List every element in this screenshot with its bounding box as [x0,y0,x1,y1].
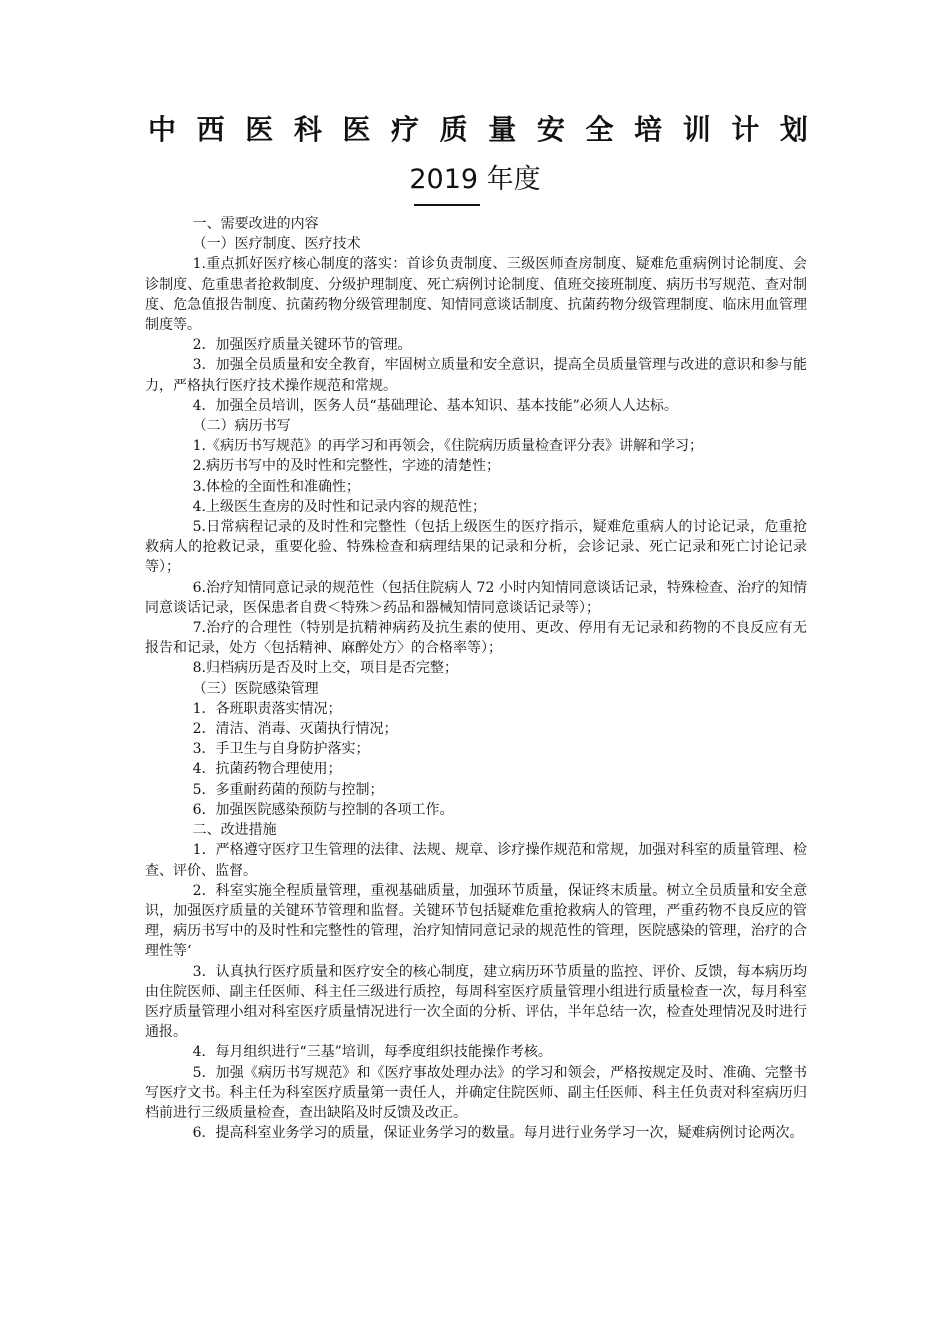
section-heading: 二、改进措施 [192,822,277,839]
paragraph: 5．多重耐药菌的预防与控制； [192,781,384,798]
title-char: 医 [342,113,371,146]
paragraph: 6．加强医院感染预防与控制的各项工作。 [192,801,454,818]
paragraph: 3．手卫生与自身防护落实； [192,741,370,758]
title-char: 划 [779,113,808,146]
paragraph: 5.日常病程记录的及时性和完整性（包括上级医生的医疗指示，疑难危重病人的讨论记录，危重抢救病人的抢救记录，重要化验、特殊检查和病理结果的记录和分析，会诊记录、死亡记录和死亡讨论记录等）； [145,519,807,576]
title-char: 安 [536,113,565,146]
year-subtitle: 2019 年度 [409,164,541,195]
paragraph: 3.体检的全面性和准确性； [192,478,360,495]
paragraph: 6．提高科室业务学习的质量，保证业务学习的数量。每月进行业务学习一次，疑难病例讨论两次。 [192,1125,804,1142]
subsection-heading: （二）病历书写 [192,418,291,435]
paragraph: 7.治疗的合理性（特别是抗精神病药及抗生素的使用、更改、停用有无记录和药物的不良反应有无报告和记录，处方〈包括精神、麻醉处方〉的合格率等）； [145,620,807,657]
paragraph: 6.治疗知情同意记录的规范性（包括住院病人 72 小时内知情同意谈话记录，特殊检查、治疗的知情同意谈话记录，医保患者自费＜特殊＞药品和器械知情同意谈话记录等）； [145,579,807,616]
paragraph: 2．科室实施全程质量管理，重视基础质量，加强环节质量，保证终末质量。树立全员质量和安全意识，加强医疗质量的关键环节管理和监督。关键环节包括疑难危重抢救病人的管理，严重药物不良反应的管理，病历书写中的及时性和完整性的管理，治疗知情同意记录的规范性的管理，医院感染的管理，治疗的合理性等‘ [145,882,807,960]
title-char: 计 [731,113,760,146]
title-char: 西 [196,113,225,146]
title-char: 全 [585,113,614,146]
paragraph: 5．加强《病历书写规范》和《医疗事故处理办法》的学习和领会，严格按规定及时、准确、完整书写医疗文书。科主任为科室医疗质量第一责任人，并确定住院医师、副主任医师、科主任负责对科室病历归档前进行三级质量检查，查出缺陷及时反馈及改正。 [145,1064,807,1121]
subsection-heading: （三）医院感染管理 [192,680,319,697]
title-char: 医 [245,113,274,146]
title-char: 培 [634,113,663,146]
paragraph: 1．各班职责落实情况； [192,700,342,717]
paragraph: 3．加强全员质量和安全教育，牢固树立质量和安全意识，提高全员质量管理与改进的意识和参与能力，严格执行医疗技术操作规范和常规。 [145,357,807,394]
section-heading: 一、需要改进的内容 [192,216,319,232]
title-char: 训 [682,113,711,146]
paragraph: 8.归档病历是否及时上交，项目是否完整； [192,660,458,677]
subsection-heading: （一）医疗制度、医疗技术 [192,236,361,253]
title-char: 质 [439,113,468,146]
title-char: 量 [488,113,517,146]
paragraph: 1．严格遵守医疗卫生管理的法律、法规、规章、诊疗操作规范和常规，加强对科室的质量管理、检查、评价、监督。 [145,842,807,879]
paragraph: 4．抗菌药物合理使用； [192,761,342,778]
title-char: 疗 [391,113,420,146]
title-char: 科 [293,113,322,146]
paragraph: 4．每月组织进行“三基”培训，每季度组织技能操作考核。 [192,1044,552,1061]
paragraph: 2．清洁、消毒、灭菌执行情况； [192,721,398,738]
paragraph: 4．加强全员培训，医务人员“基础理论、基本知识、基本技能”必须人人达标。 [192,397,678,414]
document-body [145,214,807,1143]
paragraph: 3．认真执行医疗质量和医疗安全的核心制度，建立病历环节质量的监控、评价、反馈，每本病历均由住院医师、副主任医师、科主任三级进行质控，每周科室医疗质量管理小组进行质量检查一次，每月科室医疗质量管理小组对科室医疗质量情况进行一次全面的分析、评估，半年总结一次，检查处理情况及时进行通报。 [145,963,807,1041]
paragraph: 1.重点抓好医疗核心制度的落实：首诊负责制度、三级医师查房制度、疑难危重病例讨论制度、会诊制度、危重患者抢救制度、分级护理制度、死亡病例讨论制度、值班交接班制度、病历书写规范、查对制度、危急值报告制度、抗菌药物分级管理制度、知情同意谈话制度、抗菌药物分级管理制度、临床用血管理制度等。 [145,256,807,334]
paragraph: 2．加强医疗质量关键环节的管理。 [192,337,412,354]
subtitle-underline [414,204,480,206]
title-char: 中 [148,113,177,146]
document-title [148,112,808,148]
paragraph: 2.病历书写中的及时性和完整性，字迹的清楚性； [192,458,500,475]
paragraph: 1.《病历书写规范》的再学习和再领会，《住院病历质量检查评分表》讲解和学习； [192,438,703,455]
paragraph: 4.上级医生查房的及时性和记录内容的规范性； [192,498,486,515]
